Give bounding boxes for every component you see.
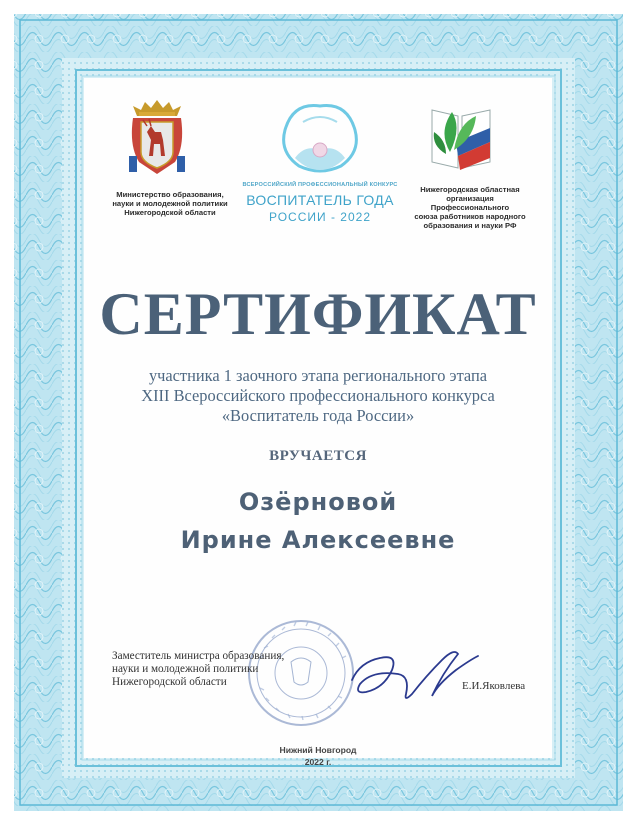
signer-position-line: Заместитель министра образования, [112,650,285,662]
handwritten-signature-icon [346,640,486,710]
awarded-label: ВРУЧАЕТСЯ [269,448,367,464]
signer-position-line: науки и молодежной политики [112,663,259,675]
recipient-first-middle-name: Ирине Алексеевне [180,526,456,554]
contest-title-line2: РОССИИ - 2022 [268,210,371,224]
nizhny-novgorod-coat-of-arms-icon [129,96,185,176]
footer-year: 2022 г. [304,757,332,767]
certificate-title: СЕРТИФИКАТ [99,281,537,347]
footer-city: Нижний Новгород [279,745,357,755]
union-caption [408,185,532,230]
contest-title-line1: ВОСПИТАТЕЛЬ ГОДА [246,192,394,208]
subtitle-line-1: участника 1 заочного этапа регионального этапа [148,366,488,385]
union-line: союза работников народного [414,212,526,221]
ministry-line: Министерство образования, [116,190,224,199]
union-line: образования и науки РФ [423,221,517,230]
union-line: организация Профессионального [430,194,510,212]
ministry-caption [110,190,230,217]
union-line: Нижегородская областная [420,185,520,194]
ministry-line: науки и молодежной политики [112,199,228,208]
subtitle-line-3: «Воспитатель года России» [221,406,415,425]
signer-position [112,650,284,689]
recipient-surname: Озёрновой [238,488,398,516]
subtitle-line-2: XIII Всероссийского профессионального конкурса [141,386,495,405]
trade-union-flag-logo-icon [428,102,494,174]
ministry-line: Нижегородской области [124,208,216,217]
signer-position-line: Нижегородской области [112,676,227,688]
contest-caption-small: ВСЕРОССИЙСКИЙ ПРОФЕССИОНАЛЬНЫЙ КОНКУРС [242,182,398,188]
pearl-shell-logo-icon [275,100,365,180]
signer-name: Е.И.Яковлева [462,680,526,692]
